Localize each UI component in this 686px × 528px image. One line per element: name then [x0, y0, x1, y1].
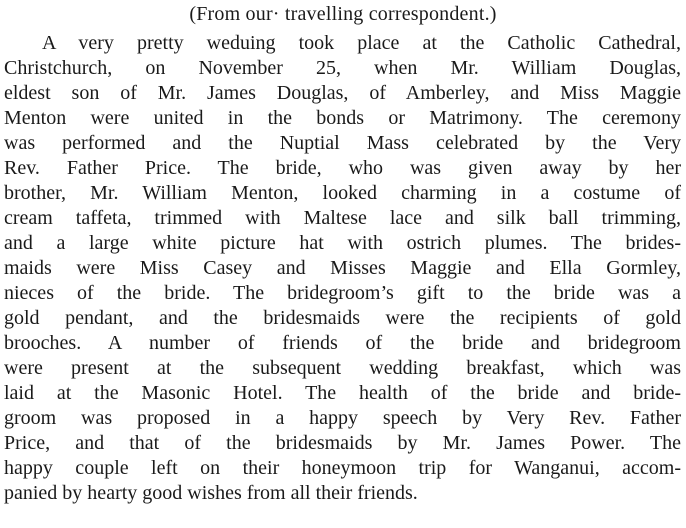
article-line: and a large white picture hat with ostrich plumes. The brides- — [4, 232, 681, 254]
article-line: brooches. A number of friends of the bride and bridegroom — [4, 332, 681, 354]
article-line: happy couple left on their honeymoon trip for Wanganui, accom- — [4, 457, 681, 479]
article-line: gold pendant, and the bridesmaids were the recipients of gold — [4, 307, 681, 329]
article-line: A very pretty weduing took place at the Catholic Cathedral, — [42, 32, 681, 54]
article-line: were present at the subsequent wedding breakfast, which was — [4, 357, 681, 379]
article-line: panied by hearty good wishes from all their friends. — [4, 482, 418, 504]
article-line: Rev. Father Price. The bride, who was given away by her — [4, 157, 681, 179]
article-line: laid at the Masonic Hotel. The health of the bride and bride- — [4, 382, 681, 404]
article-line: cream taffeta, trimmed with Maltese lace and silk ball trimming, — [4, 207, 681, 229]
article-byline: (From our· travelling correspondent.) — [189, 3, 497, 25]
article-line: Christchurch, on November 25, when Mr. William Douglas, — [4, 57, 681, 79]
article-line: Price, and that of the bridesmaids by Mr. James Power. The — [4, 432, 681, 454]
article-line: groom was proposed in a happy speech by Very Rev. Father — [4, 407, 681, 429]
article-line: nieces of the bride. The bridegroom’s gift to the bride was a — [4, 282, 681, 304]
article-line: was performed and the Nuptial Mass celebrated by the Very — [4, 132, 681, 154]
article-line: Menton were united in the bonds or Matrimony. The ceremony — [4, 107, 681, 129]
article-line: maids were Miss Casey and Misses Maggie and Ella Gormley, — [4, 257, 681, 279]
article-line: eldest son of Mr. James Douglas, of Amberley, and Miss Maggie — [4, 82, 681, 104]
article-line: brother, Mr. William Menton, looked charming in a costume of — [4, 182, 681, 204]
